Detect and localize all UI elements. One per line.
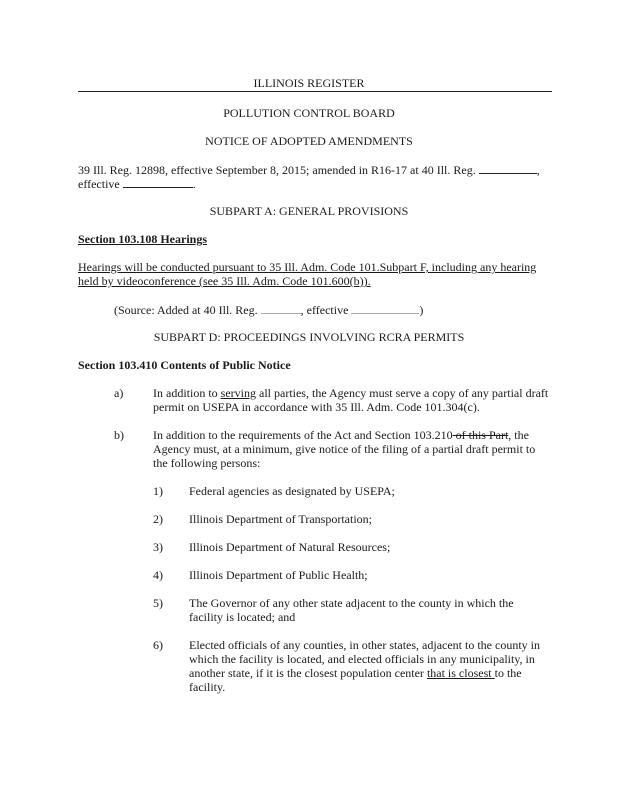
item-2-number: 2) [153,512,163,526]
item-4-number: 4) [153,568,163,582]
subsection-a-line-1 [153,386,548,400]
a-text-inserted: serving [220,386,256,400]
source-blank-2 [351,302,419,314]
item-6-line-3-post: to the [494,666,522,680]
subsection-b-line-2: Agency must, at a minimum, give notice of the filing of a partial draft permit to [153,442,536,456]
section-103-108-heading: Section 103.108 Hearings [78,232,207,246]
history-blank-1 [479,162,537,174]
section-103-108-line-1: Hearings will be conducted pursuant to 35 Ill. Adm. Code 101.Subpart F, including any hearing [78,260,537,274]
notice-title: NOTICE OF ADOPTED AMENDMENTS [205,134,413,148]
b-text-pre: In addition to the requirements of the Act and Section 103.210 [153,428,453,442]
section-103-410-heading: Section 103.410 Contents of Public Notice [78,358,291,372]
item-3-text: Illinois Department of Natural Resources; [189,540,391,554]
item-2-text: Illinois Department of Transportation; [189,512,372,526]
item-6-line-3-inserted: that is closest [426,666,495,680]
b-text-post: , the [508,428,529,442]
subsection-b-line-1 [153,428,529,442]
history-line-2 [78,176,196,191]
source-blank-1 [261,302,301,314]
subsection-a-line-2: permit on USEPA in accordance with 35 Ill. Adm. Code 101.304(c). [153,400,480,414]
b-text-deleted: of this Part [452,428,509,442]
item-3-number: 3) [153,540,163,554]
subsection-a-label: a) [114,386,124,400]
source-note [114,302,423,317]
source-end: ) [419,303,424,317]
item-1-number: 1) [153,484,163,498]
history-blank-2 [123,176,193,188]
item-5-text-line-2: facility is located; and [189,610,296,624]
source-mid: , effective [300,303,349,317]
item-6-text-line-2: which the facility is located, and elected officials in any municipality, in [189,652,535,666]
history-effective: effective [78,177,120,191]
source-pre: (Source: Added at 40 Ill. Reg. [114,303,258,317]
a-text-pre: In addition to [153,386,221,400]
header-rule [78,91,552,92]
history-line-1 [78,162,540,177]
subpart-a-heading: SUBPART A: GENERAL PROVISIONS [209,204,409,218]
item-4-text: Illinois Department of Public Health; [189,568,368,582]
item-6-number: 6) [153,638,163,652]
a-text-post: all parties, the Agency must serve a copy of any partial draft [256,386,549,400]
item-1-text: Federal agencies as designated by USEPA; [189,484,395,498]
history-period: . [192,177,196,191]
item-6-line-3-pre: another state, if it is the closest population center [189,666,427,680]
history-comma: , [536,163,540,177]
item-6-text-line-3 [189,666,522,680]
item-6-text-line-4: facility. [189,680,226,694]
subsection-b-label: b) [114,428,124,442]
item-6-text-line-1: Elected officials of any counties, in other states, adjacent to the county in [189,638,540,652]
section-103-108-line-2: held by videoconference (see 35 Ill. Adm. Code 101.600(b)). [78,274,371,288]
subsection-b-line-3: the following persons: [153,456,261,470]
item-5-text-line-1: The Governor of any other state adjacent to the county in which the [189,596,514,610]
subpart-d-heading: SUBPART D: PROCEEDINGS INVOLVING RCRA PERMITS [153,330,465,344]
history-text-1: 39 Ill. Reg. 12898, effective September 8, 2015; amended in R16-17 at 40 Ill. Reg. [78,163,476,177]
item-5-number: 5) [153,596,163,610]
register-title: ILLINOIS REGISTER [253,76,365,90]
board-title: POLLUTION CONTROL BOARD [223,106,395,120]
